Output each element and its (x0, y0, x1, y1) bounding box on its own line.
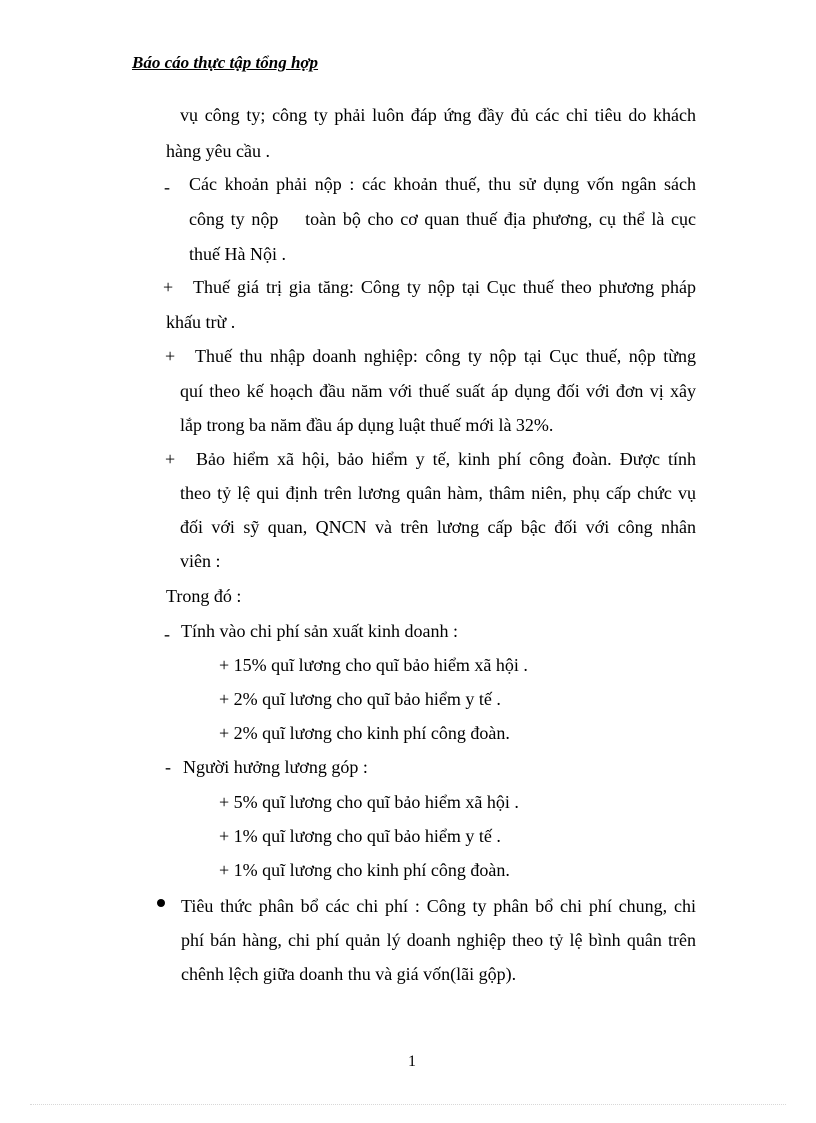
para-line: phí bán hàng, chi phí quản lý doanh nghiệp theo tỷ lệ bình quân trên (181, 930, 696, 950)
para-line: Thuế giá trị gia tăng: Công ty nộp tại Cục thuế theo phương pháp (193, 277, 696, 297)
para-line: theo tỷ lệ qui định trên lương quân hàm, thâm niên, phụ cấp chức vụ (180, 483, 696, 503)
para-line: công ty nộp toàn bộ cho cơ quan thuế địa phương, cụ thể là cục (189, 209, 696, 229)
list-marker: - (164, 177, 170, 197)
group-title: Tính vào chi phí sản xuất kinh doanh : (181, 621, 458, 641)
rate-item: + 1% quĩ lương cho kinh phí công đoàn. (219, 860, 510, 880)
rate-item: + 15% quĩ lương cho quĩ bảo hiểm xã hội . (219, 655, 528, 675)
list-marker: - (165, 757, 171, 777)
para-line: vụ công ty; công ty phải luôn đáp ứng đầy đủ các chỉ tiêu do khách (180, 105, 696, 125)
para-line: Thuế thu nhập doanh nghiệp: công ty nộp tại Cục thuế, nộp từng (195, 346, 696, 366)
para-line: quí theo kế hoạch đầu năm với thuế suất áp dụng đối với đơn vị xây (180, 381, 696, 401)
page-number: 1 (408, 1053, 416, 1070)
group-title: Người hưởng lương góp : (183, 757, 368, 777)
bullet-icon (157, 899, 165, 907)
para-line: thuế Hà Nội . (189, 244, 286, 264)
para-line: khấu trừ . (166, 312, 236, 332)
page-divider (30, 1104, 786, 1105)
para-line: Các khoản phải nộp : các khoản thuế, thu sử dụng vốn ngân sách (189, 174, 696, 194)
rate-item: + 1% quĩ lương cho quĩ bảo hiểm y tế . (219, 826, 501, 846)
para-line: đối với sỹ quan, QNCN và trên lương cấp bậc đối với công nhân (180, 517, 696, 537)
rate-item: + 2% quĩ lương cho kinh phí công đoàn. (219, 723, 510, 743)
para-line: Tiêu thức phân bổ các chi phí : Công ty phân bổ chi phí chung, chi (181, 896, 696, 916)
rate-item: + 2% quĩ lương cho quĩ bảo hiểm y tế . (219, 689, 501, 709)
list-marker: + (165, 346, 176, 366)
rate-item: + 5% quĩ lương cho quĩ bảo hiểm xã hội . (219, 792, 519, 812)
para-line: hàng yêu cầu . (166, 141, 270, 161)
running-header: Báo cáo thực tập tổng hợp (132, 53, 319, 72)
para-line: Bảo hiểm xã hội, bảo hiểm y tế, kinh phí công đoàn. Được tính (196, 449, 696, 469)
para-line: viên : (180, 551, 221, 571)
list-marker: + (163, 277, 174, 297)
section-label: Trong đó : (166, 586, 242, 606)
para-line: chênh lệch giữa doanh thu và giá vốn(lãi gộp). (181, 964, 517, 984)
list-marker: + (165, 449, 176, 469)
para-line: lắp trong ba năm đầu áp dụng luật thuế mới là 32%. (180, 415, 554, 435)
list-marker: - (164, 624, 170, 644)
